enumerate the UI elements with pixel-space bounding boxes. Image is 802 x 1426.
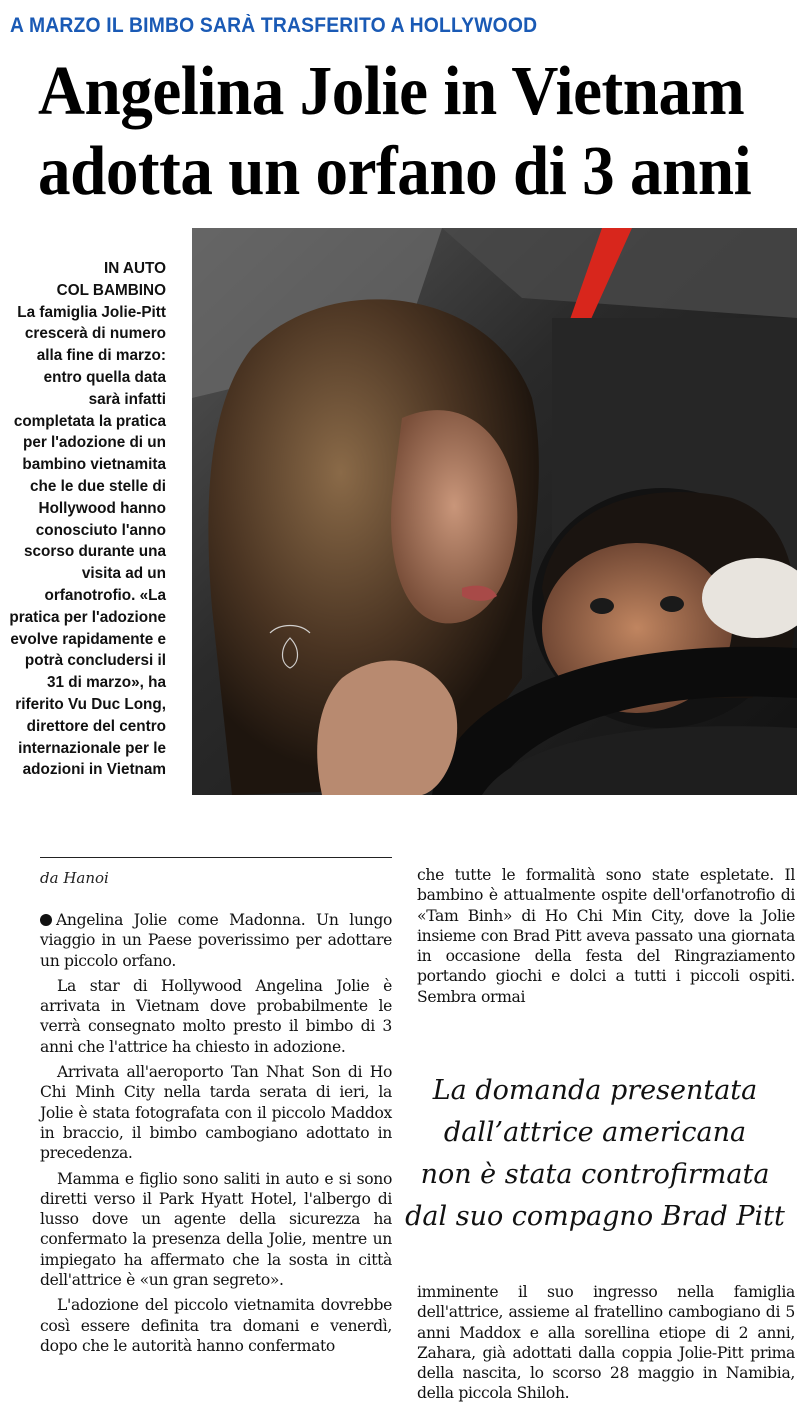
article-column-right-top: [417, 865, 795, 1012]
article-column-right-bottom: [417, 1282, 795, 1409]
headline-line-2: adotta un orfano di 3 anni: [38, 133, 752, 210]
article-paragraph: che tutte le formalità sono state espletate. Il bambino è attualmente ospite dell'orfanotrofio di «Tam Binh» di Ho Chi Min City, dove la Jolie insieme con Brad Pitt aveva passato una giornata in occasione della festa del Ringraziamento portando giochi e dolci a tutti i piccoli ospiti. Sembra ormai: [417, 866, 795, 1006]
article-paragraph: L'adozione del piccolo vietnamita dovrebbe così essere definita tra domani e venerdì, dopo che le autorità hanno confermato: [40, 1296, 392, 1355]
bullet-icon: [40, 914, 52, 926]
article-paragraph: Arrivata all'aeroporto Tan Nhat Son di Ho Chi Minh City nella tarda serata di ieri, la Jolie è stata fotografata con il piccolo Maddox in braccio, il bimbo cambogiano adottato in precedenza.: [40, 1063, 392, 1163]
kicker: A MARZO IL BIMBO SARÀ TRASFERITO A HOLLYWOOD: [10, 14, 538, 37]
article-paragraph: imminente il suo ingresso nella famiglia dell'attrice, assieme al fratellino cambogiano di 5 anni Maddox e alla sorellina etiope di 2 anni, Zahara, già adottati dalla coppia Jolie-Pitt prima della nascita, lo scorso 28 maggio in Namibia, della piccola Shiloh.: [417, 1283, 795, 1403]
news-photo: [192, 228, 797, 795]
pull-quote-line-1: La domanda presentata: [432, 1075, 758, 1106]
caption-text: La famiglia Jolie-Pitt crescerà di numero alla fine di marzo: entro quella data sarà infatti completata la pratica per l'adozione di un bambino vietnamita che le due stelle di Hollywood hanno conosciuto l'anno scorso durante una visita ad un orfanotrofio. «La pratica per l'adozione evolve rapidamente e potrà concludersi il 31 di marzo», ha riferito Vu Duc Long, direttore del centro internazionale per le adozioni in Vietnam: [9, 303, 166, 779]
caption-title-2: COL BAMBINO: [56, 281, 166, 299]
article-paragraph: La star di Hollywood Angelina Jolie è arrivata in Vietnam dove probabilmente le verrà consegnato molto presto il bimbo di 3 anni che l'attrice ha chiesto in adozione.: [40, 976, 392, 1056]
dateline: da Hanoi: [40, 869, 109, 887]
photo-caption: [8, 258, 166, 781]
caption-title-1: IN AUTO: [103, 260, 166, 277]
article-column-left: [40, 910, 392, 1361]
pull-quote-line-3: non è stata controfirmata: [420, 1159, 770, 1190]
dateline-rule: [40, 857, 392, 858]
pull-quote-line-2: dall’attrice americana: [443, 1117, 747, 1148]
pull-quote: [395, 1070, 795, 1238]
article-paragraph: Mamma e figlio sono saliti in auto e si sono diretti verso il Park Hyatt Hotel, l'albergo di lusso dove un agente della sicurezza ha confermato la presenza della Jolie, mentre un impiegato ha affermato che la sosta in città dell'attrice è «un gran segreto».: [40, 1169, 392, 1290]
pull-quote-line-4: dal suo compagno Brad Pitt: [405, 1201, 785, 1232]
headline-line-1: Angelina Jolie in Vietnam: [38, 53, 745, 130]
headline: [38, 52, 798, 212]
article-paragraph: Angelina Jolie come Madonna. Un lungo viaggio in un Paese poverissimo per adottare un piccolo orfano.: [40, 911, 392, 970]
